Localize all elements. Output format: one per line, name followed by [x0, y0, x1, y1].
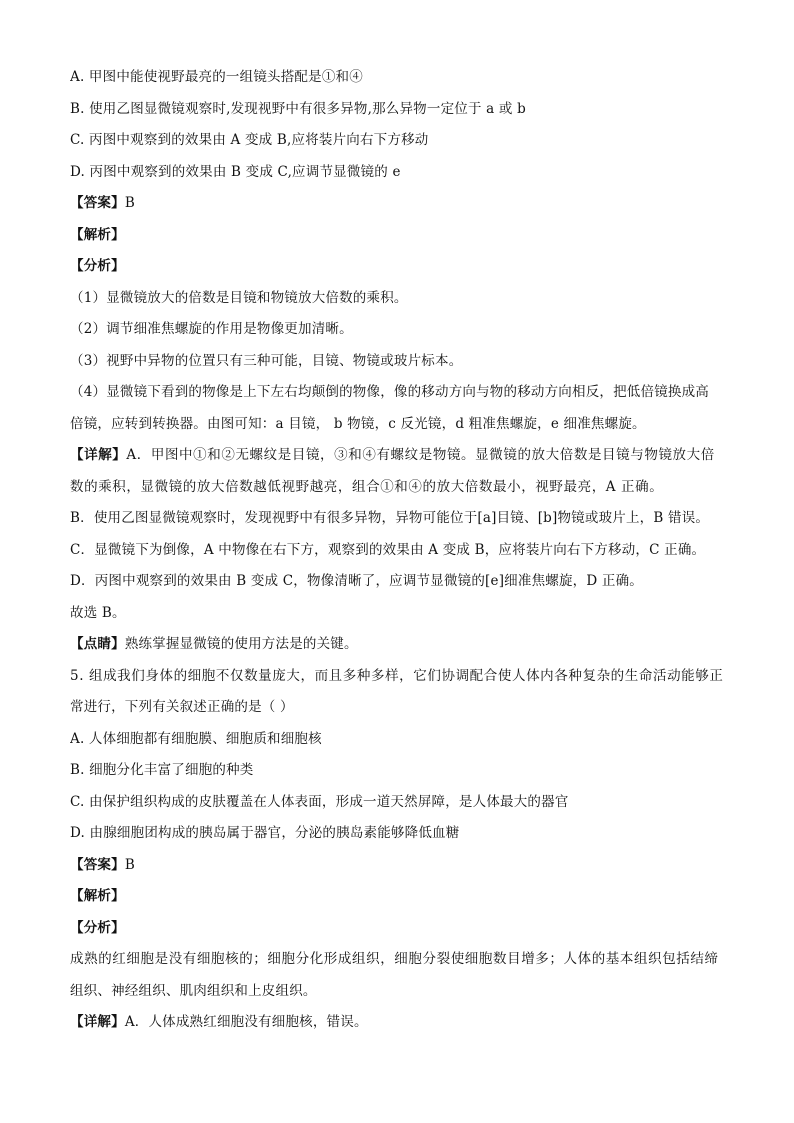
detail-label: 【详解】	[70, 447, 127, 463]
q5-stem: 5. 组成我们身体的细胞不仅数量庞大，而且多种多样，它们协调配合使人体内各种复杂的生命活动能够正	[70, 667, 724, 684]
document-page	[70, 62, 734, 1039]
detail-text: A．人体成熟红细胞没有细胞核，错误。	[124, 1014, 368, 1030]
q4-option-a: A. 甲图中能使视野最亮的一组镜头搭配是①和④	[70, 69, 363, 85]
detail-text: A．甲图中①和②无螺纹是目镜，③和④有螺纹是物镜。显微镜的放大倍数是目镜与物镜放大倍	[126, 447, 715, 463]
answer-label: 【答案】	[70, 195, 125, 211]
q4-analysis-point: （3）视野中异物的位置只有三种可能，目镜、物镜或玻片标本。	[70, 352, 463, 369]
q4-fenxi-label: 【分析】	[70, 258, 125, 274]
q5-option-a: A. 人体细胞都有细胞膜、细胞质和细胞核	[70, 730, 322, 747]
q4-analysis-point: （1）显微镜放大的倍数是目镜和物镜放大倍数的乘积。	[70, 289, 408, 306]
comment-label: 【点睛】	[70, 636, 125, 652]
answer-value: B	[124, 195, 135, 211]
comment-text: 熟练掌握显微镜的使用方法是的关键。	[124, 636, 358, 652]
q4-detail-line: B．使用乙图显微镜观察时，发现视野中有很多异物，异物可能位于[a]目镜、[b]物镜或玻片上，B 错误。	[70, 510, 710, 526]
q4-analysis-label: 【解析】	[70, 226, 125, 243]
q5-analysis-label: 【解析】	[70, 888, 125, 904]
q4-analysis-point: （2）调节细准焦螺旋的作用是物像更加清晰。	[70, 321, 353, 337]
q4-detail-line	[70, 440, 734, 472]
q4-option-c: C. 丙图中观察到的效果由 A 变成 B,应将装片向右下方移动	[70, 132, 429, 148]
q5-option-b: B. 细胞分化丰富了细胞的种类	[70, 762, 254, 778]
q5-analysis-line: 成熟的红细胞是没有细胞核的；细胞分化形成组织，细胞分裂使细胞数目增多；人体的基本组织包括结缔	[70, 951, 719, 967]
detail-label: 【详解】	[70, 1014, 125, 1030]
q5-fenxi-label: 【分析】	[70, 919, 125, 936]
q5-answer	[70, 850, 734, 882]
answer-label: 【答案】	[70, 856, 125, 873]
q4-option-d: D. 丙图中观察到的效果由 B 变成 C,应调节显微镜的 e	[70, 163, 401, 180]
q4-analysis-point: （4）显微镜下看到的物像是上下左右均颠倒的物像，像的移动方向与物的移动方向相反，把低倍镜换成高	[70, 384, 709, 400]
q4-option-b: B. 使用乙图显微镜观察时,发现视野中有很多异物,那么异物一定位于 a 或 b	[70, 100, 526, 117]
q5-option-d: D. 由腺细胞团构成的胰岛属于器官，分泌的胰岛素能够降低血糖	[70, 825, 460, 841]
q4-detail-line: 数的乘积，显微镜的放大倍数越低视野越亮，组合①和④的放大倍数最小，视野最亮，A 正确。	[70, 478, 664, 495]
q4-answer	[70, 188, 734, 220]
q4-detail-line: C．显微镜下为倒像，A 中物像在右下方，观察到的效果由 A 变成 B，应将装片向右下方移动，C 正确。	[70, 541, 706, 558]
q4-detail-line: D．丙图中观察到的效果由 B 变成 C，物像清晰了，应调节显微镜的[e]细准焦螺旋，D 正确。	[70, 573, 643, 589]
q4-comment	[70, 629, 734, 661]
q5-detail-line	[70, 1007, 734, 1039]
q5-stem-continued: 常进行，下列有关叙述正确的是（ ）	[70, 699, 294, 715]
q4-detail-line: 故选 B。	[70, 604, 126, 621]
q5-option-c: C. 由保护组织构成的皮肤覆盖在人体表面，形成一道天然屏障，是人体最大的器官	[70, 793, 569, 810]
answer-value: B	[124, 856, 135, 873]
q5-analysis-line: 组织、神经组织、肌肉组织和上皮组织。	[70, 982, 317, 999]
q4-analysis-point: 倍镜，应转到转换器。由图可知：a 目镜， b 物镜，c 反光镜，d 粗准焦螺旋，e 细准焦螺旋。	[70, 415, 646, 432]
